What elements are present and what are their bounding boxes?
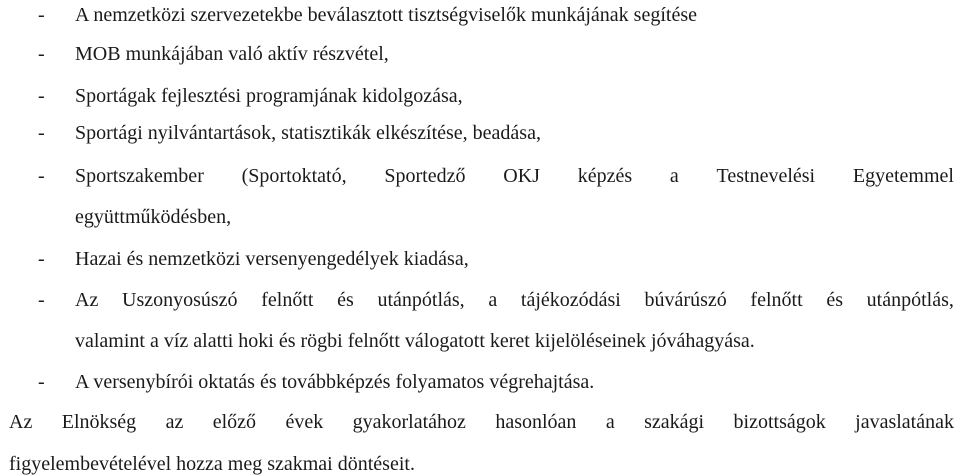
word: javaslatának (855, 411, 954, 433)
word: és (337, 289, 354, 311)
list-dash: - (38, 289, 45, 311)
word: utánpótlás, (377, 289, 465, 311)
word: hasonlóan (495, 411, 577, 433)
list-dash: - (38, 4, 45, 26)
word: és (826, 289, 843, 311)
word: képzés (577, 165, 633, 187)
word: felnőtt (261, 289, 314, 311)
list-item-text: MOB munkájában való aktív részvétel, (75, 43, 389, 65)
word: a (669, 165, 679, 187)
word: (Sportoktató, (241, 165, 347, 187)
word: Sportszakember (75, 165, 204, 187)
list-item-text-justified (75, 164, 954, 188)
list-dash: - (38, 85, 45, 107)
list-item-text: A versenybírói oktatás és továbbképzés folyamatos végrehajtása. (75, 371, 595, 393)
word: gyakorlatához (352, 411, 466, 433)
word: szakági (644, 411, 705, 433)
closing-line-justified (9, 410, 954, 434)
word: a (488, 289, 498, 311)
list-item-text: Sportágak fejlesztési programjának kidolgozása, (75, 85, 463, 107)
word: Az (75, 289, 99, 311)
word: előző (212, 411, 257, 433)
word: Elnökség (61, 411, 137, 433)
closing-line: figyelembevételével hozza meg szakmai döntéseit. (9, 453, 415, 475)
word: Egyetemmel (852, 165, 954, 187)
list-item-text-continued: együttműködésben, (75, 206, 232, 228)
list-item-text-continued: valamint a víz alatti hoki és rögbi felnőtt válogatott keret kijelöléseinek jóváhagyása. (75, 330, 755, 352)
list-dash: - (38, 248, 45, 270)
word: Az (9, 411, 33, 433)
word: Testnevelési (716, 165, 816, 187)
word: bizottságok (733, 411, 826, 433)
word: búvárúszó (644, 289, 727, 311)
list-item-text: A nemzetközi szervezetekbe beválasztott tisztségviselők munkájának segítése (75, 4, 697, 26)
word: felnőtt (750, 289, 803, 311)
list-item-text-justified (75, 288, 954, 312)
word: a (605, 411, 615, 433)
word: az (165, 411, 184, 433)
word: tájékozódási (520, 289, 621, 311)
word: Uszonyosúszó (122, 289, 238, 311)
list-item-text: Sportági nyilvántartások, statisztikák elkészítése, beadása, (75, 122, 541, 144)
list-dash: - (38, 371, 45, 393)
word: Sportedző (384, 165, 466, 187)
list-item-text: Hazai és nemzetközi versenyengedélyek kiadása, (75, 248, 469, 270)
list-dash: - (38, 122, 45, 144)
word: OKJ (503, 165, 540, 187)
word: évek (285, 411, 324, 433)
word: utánpótlás, (866, 289, 954, 311)
list-dash: - (38, 43, 45, 65)
list-dash: - (38, 165, 45, 187)
